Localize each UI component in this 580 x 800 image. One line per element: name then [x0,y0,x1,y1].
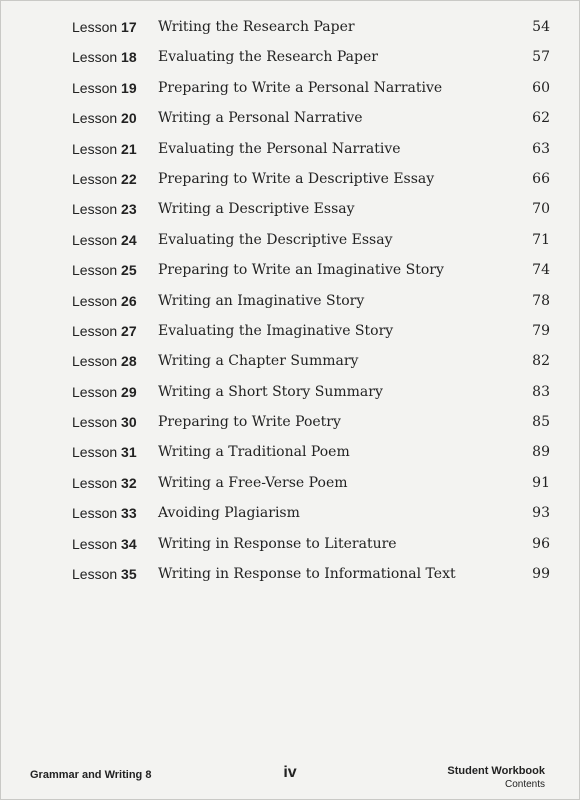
lesson-label [72,531,137,557]
lesson-word: Lesson [72,170,118,187]
lesson-label [72,561,137,587]
lesson-number: 20 [121,110,137,127]
lesson-title: Writing a Descriptive Essay [158,201,355,218]
lesson-title: Evaluating the Imaginative Story [158,322,394,339]
lesson-number: 22 [121,170,137,187]
lesson-title: Writing a Short Story Summary [158,383,383,400]
lesson-label [72,318,137,344]
toc-row [72,288,550,318]
lesson-page-number: 83 [532,383,550,400]
toc-row [72,105,550,135]
lesson-word: Lesson [72,444,118,461]
lesson-number: 17 [121,19,137,35]
lesson-page-number: 79 [532,322,550,339]
toc-row [72,196,550,226]
lesson-number: 27 [121,322,137,339]
lesson-number: 32 [121,474,137,491]
lesson-page-number: 91 [532,474,550,491]
toc-row [72,136,550,166]
lesson-page-number: 96 [532,535,550,552]
lesson-number: 24 [121,231,137,248]
lesson-label [72,227,137,253]
lesson-title: Evaluating the Descriptive Essay [158,231,393,248]
lesson-word: Lesson [72,566,118,583]
footer-section-label: Contents [504,779,545,790]
lesson-page-number: 71 [532,231,550,248]
lesson-word: Lesson [72,353,118,370]
lesson-page-number: 89 [532,444,550,461]
toc-row [72,439,550,469]
toc-row [72,348,550,378]
lesson-page-number: 63 [532,140,550,157]
lesson-label [72,257,137,283]
lesson-title: Preparing to Write a Personal Narrative [158,79,443,96]
lesson-label [72,105,137,131]
toc-row [72,409,550,439]
footer-book-title: Grammar and Writing 8 [30,769,152,781]
lesson-number: 18 [121,49,137,66]
toc-row [72,318,550,348]
lesson-title: Preparing to Write a Descriptive Essay [158,170,435,187]
lesson-number: 19 [121,79,137,96]
lesson-word: Lesson [72,535,118,552]
lesson-word: Lesson [72,19,118,35]
lesson-number: 35 [121,566,137,583]
lesson-label [72,75,137,101]
footer-section [447,765,545,791]
lesson-label [72,470,137,496]
lesson-title: Avoiding Plagiarism [158,505,300,522]
lesson-label [72,379,137,405]
lesson-label [72,196,137,222]
lesson-label [72,500,137,526]
lesson-title: Writing a Traditional Poem [158,444,350,461]
toc-row [72,166,550,196]
lesson-number: 34 [121,535,137,552]
lesson-number: 30 [121,414,137,431]
lesson-number: 21 [121,140,137,157]
lesson-number: 33 [121,505,137,522]
lesson-label [72,439,137,465]
lesson-number: 23 [121,201,137,218]
lesson-number: 26 [121,292,137,309]
lesson-title: Writing in Response to Informational Text [158,566,456,583]
lesson-word: Lesson [72,474,118,491]
lesson-page-number: 62 [532,110,550,127]
lesson-label [72,288,137,314]
lesson-page-number: 54 [532,19,550,35]
lesson-word: Lesson [72,322,118,339]
toc-row [72,14,550,44]
lesson-label [72,348,137,374]
lesson-title: Preparing to Write Poetry [158,414,341,431]
lesson-title: Writing a Chapter Summary [158,353,359,370]
lesson-word: Lesson [72,383,118,400]
lesson-title: Writing in Response to Literature [158,535,397,552]
toc-row [72,470,550,500]
lesson-label [72,136,137,162]
footer-page-number: iv [283,764,297,781]
lesson-page-number: 99 [532,566,550,583]
lesson-label [72,409,137,435]
lesson-page-number: 93 [532,505,550,522]
lesson-number: 25 [121,262,137,279]
lesson-page-number: 70 [532,201,550,218]
lesson-number: 31 [121,444,137,461]
toc-row [72,379,550,409]
lesson-number: 29 [121,383,137,400]
lesson-word: Lesson [72,231,118,248]
toc-row [72,227,550,257]
lesson-title: Writing an Imaginative Story [158,292,365,309]
lesson-page-number: 74 [532,262,550,279]
lesson-word: Lesson [72,505,118,522]
lesson-page-number: 78 [532,292,550,309]
lesson-label [72,14,137,40]
toc-row [72,531,550,561]
lesson-word: Lesson [72,201,118,218]
lesson-word: Lesson [72,110,118,127]
lesson-label [72,44,137,70]
lesson-page-number: 57 [532,49,550,66]
toc-row [72,75,550,105]
lesson-label [72,166,137,192]
lesson-title: Writing the Research Paper [158,19,355,35]
toc-row [72,44,550,74]
lesson-word: Lesson [72,49,118,66]
lesson-word: Lesson [72,140,118,157]
lesson-title: Writing a Personal Narrative [158,110,363,127]
table-of-contents [72,14,550,591]
lesson-word: Lesson [72,262,118,279]
lesson-title: Evaluating the Research Paper [158,49,378,66]
lesson-title: Evaluating the Personal Narrative [158,140,401,157]
lesson-number: 28 [121,353,137,370]
toc-row [72,500,550,530]
toc-row [72,561,550,591]
lesson-word: Lesson [72,79,118,96]
toc-row [72,257,550,287]
lesson-title: Preparing to Write an Imaginative Story [158,262,444,279]
lesson-word: Lesson [72,292,118,309]
lesson-word: Lesson [72,414,118,431]
lesson-page-number: 66 [532,170,550,187]
lesson-page-number: 60 [532,79,550,96]
lesson-title: Writing a Free-Verse Poem [158,474,348,491]
footer-workbook-label: Student Workbook [447,765,545,777]
lesson-page-number: 85 [532,414,550,431]
lesson-page-number: 82 [532,353,550,370]
